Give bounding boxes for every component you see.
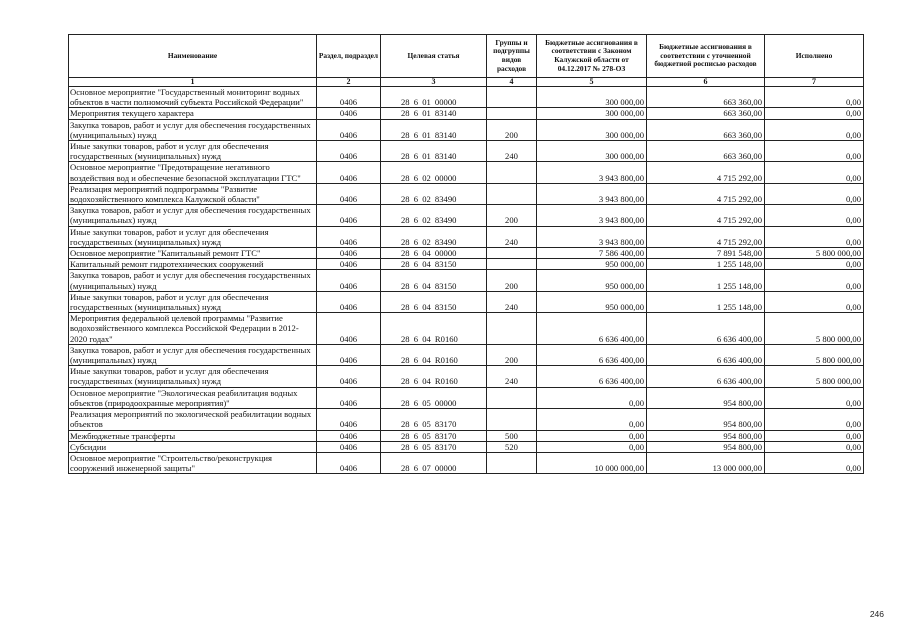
- col-number: 5: [537, 78, 647, 87]
- row-refined-amount: 4 715 292,00: [647, 226, 765, 247]
- row-law-amount: 300 000,00: [537, 87, 647, 108]
- row-section: 0406: [317, 119, 381, 140]
- row-section: 0406: [317, 270, 381, 291]
- col-number: 6: [647, 78, 765, 87]
- table-row: [69, 270, 864, 291]
- row-section: 0406: [317, 183, 381, 204]
- row-group: 200: [487, 344, 537, 365]
- row-name: Основное мероприятие "Предотвращение негативного воздействия вод и обеспечение безопасной эксплуатации ГТС": [69, 162, 317, 183]
- row-group: 240: [487, 291, 537, 312]
- row-target: 28 6 05 83170: [381, 409, 487, 430]
- row-law-amount: 3 943 800,00: [537, 226, 647, 247]
- row-law-amount: 300 000,00: [537, 141, 647, 162]
- row-target: 28 6 04 R0160: [381, 366, 487, 387]
- row-section: 0406: [317, 108, 381, 119]
- row-section: 0406: [317, 141, 381, 162]
- row-law-amount: 3 943 800,00: [537, 183, 647, 204]
- row-executed-amount: 0,00: [765, 205, 864, 226]
- row-law-amount: 7 586 400,00: [537, 248, 647, 259]
- table-row: [69, 291, 864, 312]
- table-row: [69, 366, 864, 387]
- header-executed: Исполнено: [765, 35, 864, 78]
- row-executed-amount: 0,00: [765, 259, 864, 270]
- table-body: [69, 87, 864, 474]
- row-executed-amount: 0,00: [765, 430, 864, 441]
- row-target: 28 6 01 00000: [381, 87, 487, 108]
- row-section: 0406: [317, 313, 381, 345]
- row-target: 28 6 05 00000: [381, 387, 487, 408]
- row-group: 200: [487, 119, 537, 140]
- row-target: 28 6 04 83150: [381, 270, 487, 291]
- row-name: Основное мероприятие "Капитальный ремонт ГТС": [69, 248, 317, 259]
- row-target: 28 6 01 83140: [381, 141, 487, 162]
- row-target: 28 6 02 83490: [381, 183, 487, 204]
- col-number: 7: [765, 78, 864, 87]
- row-executed-amount: 0,00: [765, 226, 864, 247]
- table-row: [69, 387, 864, 408]
- row-law-amount: 0,00: [537, 430, 647, 441]
- table-row: [69, 226, 864, 247]
- row-law-amount: 0,00: [537, 441, 647, 452]
- row-group: 200: [487, 205, 537, 226]
- row-name: Иные закупки товаров, работ и услуг для обеспечения государственных (муниципальных) нужд: [69, 366, 317, 387]
- row-target: 28 6 02 83490: [381, 205, 487, 226]
- row-group: [487, 183, 537, 204]
- row-section: 0406: [317, 248, 381, 259]
- row-name: Мероприятия текущего характера: [69, 108, 317, 119]
- row-target: 28 6 04 83150: [381, 291, 487, 312]
- row-target: 28 6 04 00000: [381, 248, 487, 259]
- row-name: Закупка товаров, работ и услуг для обеспечения государственных (муниципальных) нужд: [69, 119, 317, 140]
- table-row: [69, 430, 864, 441]
- table-row: [69, 248, 864, 259]
- row-group: [487, 87, 537, 108]
- table-row: [69, 441, 864, 452]
- row-refined-amount: 1 255 148,00: [647, 259, 765, 270]
- row-refined-amount: 663 360,00: [647, 119, 765, 140]
- row-refined-amount: 663 360,00: [647, 108, 765, 119]
- col-number: 2: [317, 78, 381, 87]
- row-group: 200: [487, 270, 537, 291]
- row-group: 520: [487, 441, 537, 452]
- row-executed-amount: 5 800 000,00: [765, 366, 864, 387]
- row-section: 0406: [317, 205, 381, 226]
- header-law: Бюджетные ассигнования в соответствии с Законом Калужской области от 04.12.2017 № 278-ОЗ: [537, 35, 647, 78]
- row-name: Межбюджетные трансферты: [69, 430, 317, 441]
- row-executed-amount: 0,00: [765, 291, 864, 312]
- row-refined-amount: 6 636 400,00: [647, 366, 765, 387]
- row-refined-amount: 954 800,00: [647, 430, 765, 441]
- row-group: [487, 162, 537, 183]
- row-executed-amount: 0,00: [765, 119, 864, 140]
- row-section: 0406: [317, 344, 381, 365]
- row-group: 240: [487, 141, 537, 162]
- row-name: Капитальный ремонт гидротехнических сооружений: [69, 259, 317, 270]
- row-law-amount: 0,00: [537, 387, 647, 408]
- row-executed-amount: 0,00: [765, 452, 864, 473]
- row-refined-amount: 4 715 292,00: [647, 205, 765, 226]
- table-row: [69, 205, 864, 226]
- row-executed-amount: 0,00: [765, 87, 864, 108]
- budget-table: [68, 34, 864, 474]
- row-section: 0406: [317, 366, 381, 387]
- row-target: 28 6 05 83170: [381, 441, 487, 452]
- row-name: Мероприятия федеральной целевой программы "Развитие водохозяйственного комплекса Российской Федерации в 2012-2020 годах": [69, 313, 317, 345]
- table-row: [69, 313, 864, 345]
- row-refined-amount: 4 715 292,00: [647, 183, 765, 204]
- table-row: [69, 259, 864, 270]
- row-law-amount: 950 000,00: [537, 291, 647, 312]
- row-target: 28 6 04 R0160: [381, 313, 487, 345]
- row-refined-amount: 1 255 148,00: [647, 291, 765, 312]
- table-row: [69, 409, 864, 430]
- header-row: [69, 35, 864, 78]
- row-name: Иные закупки товаров, работ и услуг для обеспечения государственных (муниципальных) нужд: [69, 141, 317, 162]
- row-section: 0406: [317, 259, 381, 270]
- row-target: 28 6 02 00000: [381, 162, 487, 183]
- row-section: 0406: [317, 226, 381, 247]
- row-name: Основное мероприятие "Экологическая реабилитация водных объектов (природоохранные мероприятия)": [69, 387, 317, 408]
- row-group: 500: [487, 430, 537, 441]
- col-number: 1: [69, 78, 317, 87]
- row-executed-amount: 5 800 000,00: [765, 344, 864, 365]
- row-target: 28 6 07 00000: [381, 452, 487, 473]
- table-row: [69, 162, 864, 183]
- row-executed-amount: 0,00: [765, 387, 864, 408]
- header-groups: Группы и подгруппы видов расходов: [487, 35, 537, 78]
- row-executed-amount: 0,00: [765, 441, 864, 452]
- row-group: [487, 259, 537, 270]
- row-name: Иные закупки товаров, работ и услуг для обеспечения государственных (муниципальных) нужд: [69, 226, 317, 247]
- row-group: [487, 387, 537, 408]
- col-number: 3: [381, 78, 487, 87]
- row-refined-amount: 954 800,00: [647, 409, 765, 430]
- table-row: [69, 87, 864, 108]
- row-section: 0406: [317, 452, 381, 473]
- row-refined-amount: 1 255 148,00: [647, 270, 765, 291]
- row-refined-amount: 6 636 400,00: [647, 313, 765, 345]
- row-executed-amount: 0,00: [765, 108, 864, 119]
- row-law-amount: 950 000,00: [537, 259, 647, 270]
- row-law-amount: 950 000,00: [537, 270, 647, 291]
- row-group: [487, 452, 537, 473]
- row-executed-amount: 0,00: [765, 162, 864, 183]
- row-target: 28 6 04 83150: [381, 259, 487, 270]
- row-law-amount: 0,00: [537, 409, 647, 430]
- row-name: Закупка товаров, работ и услуг для обеспечения государственных (муниципальных) нужд: [69, 205, 317, 226]
- row-law-amount: 3 943 800,00: [537, 205, 647, 226]
- table-row: [69, 141, 864, 162]
- row-target: 28 6 01 83140: [381, 108, 487, 119]
- row-section: 0406: [317, 162, 381, 183]
- row-executed-amount: 5 800 000,00: [765, 248, 864, 259]
- row-law-amount: 3 943 800,00: [537, 162, 647, 183]
- page-number: 246: [869, 609, 884, 619]
- row-executed-amount: 5 800 000,00: [765, 313, 864, 345]
- row-target: 28 6 05 83170: [381, 430, 487, 441]
- row-section: 0406: [317, 430, 381, 441]
- row-law-amount: 6 636 400,00: [537, 366, 647, 387]
- column-number-row: [69, 78, 864, 87]
- row-target: 28 6 01 83140: [381, 119, 487, 140]
- row-law-amount: 300 000,00: [537, 119, 647, 140]
- row-section: 0406: [317, 441, 381, 452]
- budget-table-sheet: [68, 34, 863, 474]
- row-name: Реализация мероприятий по экологической реабилитации водных объектов: [69, 409, 317, 430]
- row-name: Основное мероприятие "Государственный мониторинг водных объектов в части полномочий субъекта Российской Федерации": [69, 87, 317, 108]
- row-executed-amount: 0,00: [765, 183, 864, 204]
- table-row: [69, 119, 864, 140]
- col-number: 4: [487, 78, 537, 87]
- row-group: [487, 313, 537, 345]
- header-name: Наименование: [69, 35, 317, 78]
- row-group: [487, 108, 537, 119]
- row-law-amount: 10 000 000,00: [537, 452, 647, 473]
- table-row: [69, 183, 864, 204]
- row-executed-amount: 0,00: [765, 270, 864, 291]
- row-refined-amount: 663 360,00: [647, 87, 765, 108]
- row-group: [487, 248, 537, 259]
- header-section: Раздел, подраздел: [317, 35, 381, 78]
- row-refined-amount: 7 891 548,00: [647, 248, 765, 259]
- row-refined-amount: 954 800,00: [647, 387, 765, 408]
- header-target: Целевая статья: [381, 35, 487, 78]
- table-row: [69, 108, 864, 119]
- row-target: 28 6 02 83490: [381, 226, 487, 247]
- row-name: Субсидии: [69, 441, 317, 452]
- row-section: 0406: [317, 387, 381, 408]
- row-name: Закупка товаров, работ и услуг для обеспечения государственных (муниципальных) нужд: [69, 344, 317, 365]
- row-refined-amount: 4 715 292,00: [647, 162, 765, 183]
- row-refined-amount: 663 360,00: [647, 141, 765, 162]
- row-law-amount: 6 636 400,00: [537, 313, 647, 345]
- row-group: [487, 409, 537, 430]
- row-law-amount: 6 636 400,00: [537, 344, 647, 365]
- row-section: 0406: [317, 409, 381, 430]
- row-executed-amount: 0,00: [765, 141, 864, 162]
- row-name: Иные закупки товаров, работ и услуг для обеспечения государственных (муниципальных) нужд: [69, 291, 317, 312]
- row-refined-amount: 954 800,00: [647, 441, 765, 452]
- row-target: 28 6 04 R0160: [381, 344, 487, 365]
- row-name: Реализация мероприятий подпрограммы "Развитие водохозяйственного комплекса Калужской области": [69, 183, 317, 204]
- row-section: 0406: [317, 87, 381, 108]
- table-row: [69, 452, 864, 473]
- row-refined-amount: 13 000 000,00: [647, 452, 765, 473]
- row-section: 0406: [317, 291, 381, 312]
- row-refined-amount: 6 636 400,00: [647, 344, 765, 365]
- row-group: 240: [487, 366, 537, 387]
- row-group: 240: [487, 226, 537, 247]
- row-name: Основное мероприятие "Строительство/реконструкция сооружений инженерной защиты": [69, 452, 317, 473]
- row-executed-amount: 0,00: [765, 409, 864, 430]
- table-row: [69, 344, 864, 365]
- header-refined: Бюджетные ассигнования в соответствии с уточненной бюджетной росписью расходов: [647, 35, 765, 78]
- row-law-amount: 300 000,00: [537, 108, 647, 119]
- row-name: Закупка товаров, работ и услуг для обеспечения государственных (муниципальных) нужд: [69, 270, 317, 291]
